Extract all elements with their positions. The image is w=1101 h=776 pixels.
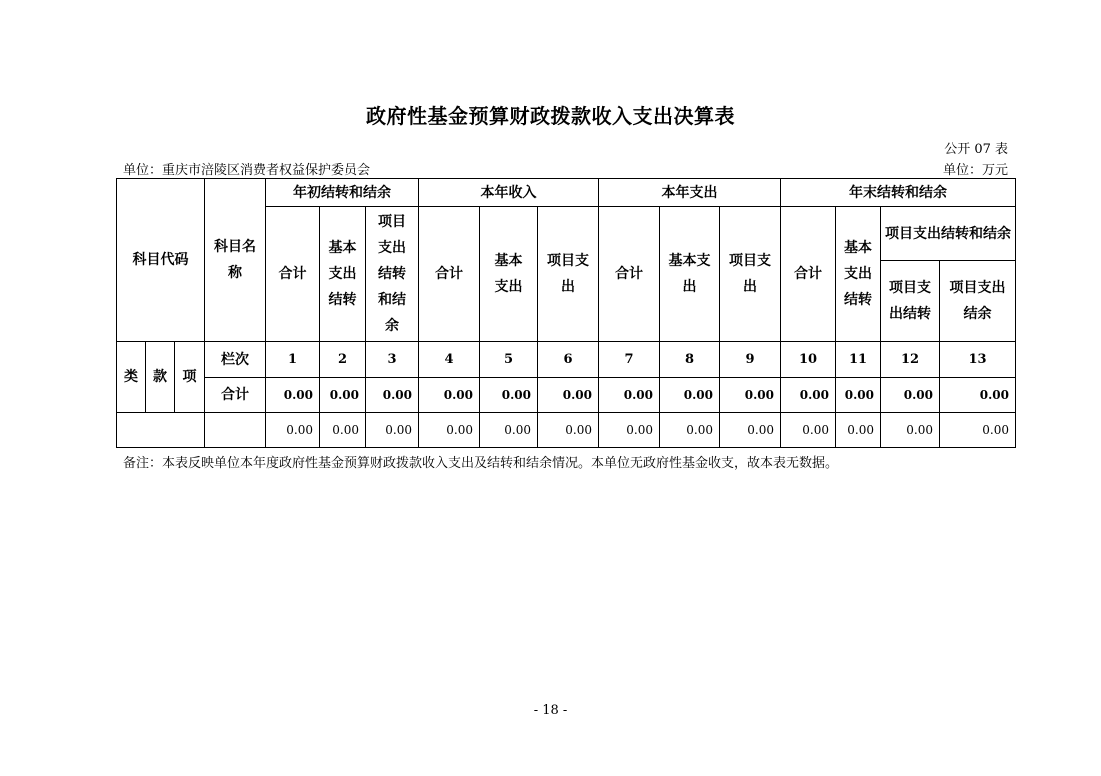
end-project-group-text: 项目支出结转和结余 xyxy=(885,225,1011,242)
page-number: - 18 - xyxy=(533,703,568,718)
income-basic-text: 基本支出 xyxy=(494,253,523,295)
column-index-label: 栏次 xyxy=(205,342,266,378)
column-number: 12 xyxy=(881,342,940,378)
column-number: 8 xyxy=(660,342,720,378)
column-number: 9 xyxy=(720,342,781,378)
expense-project-text: 项目支出 xyxy=(729,253,771,295)
total-cell: 0.00 xyxy=(836,378,881,413)
data-cell: 0.00 xyxy=(940,413,1016,448)
header-begin-total: 合计 xyxy=(266,207,320,342)
column-number: 4 xyxy=(419,342,480,378)
total-cell: 0.00 xyxy=(320,378,366,413)
data-cell: 0.00 xyxy=(366,413,419,448)
header-subject-name xyxy=(205,179,266,342)
column-number: 1 xyxy=(266,342,320,378)
footnote: 备注：本表反映单位本年度政府性基金预算财政拨款收入支出及结转和结余情况。本单位无政府性基金收支，故本表无数据。 xyxy=(123,456,839,471)
header-begin-project xyxy=(366,207,419,342)
header-begin-basic xyxy=(320,207,366,342)
header-lei: 类 xyxy=(117,342,146,413)
data-cell: 0.00 xyxy=(320,413,366,448)
column-index-row xyxy=(117,342,1016,378)
header-income-basic xyxy=(480,207,538,342)
page-title: 政府性基金预算财政拨款收入支出决算表 xyxy=(366,104,735,128)
header-income-total: 合计 xyxy=(419,207,480,342)
total-cell: 0.00 xyxy=(599,378,660,413)
header-row-1 xyxy=(117,179,1016,207)
column-number: 2 xyxy=(320,342,366,378)
header-xiang: 项 xyxy=(175,342,205,413)
form-number: 公开 07 表 xyxy=(944,142,1008,157)
data-row xyxy=(117,413,1016,448)
header-income-project xyxy=(538,207,599,342)
column-number: 10 xyxy=(781,342,836,378)
data-row-code xyxy=(117,413,205,448)
column-number: 13 xyxy=(940,342,1016,378)
end-project-carry-text: 项目支出结转 xyxy=(889,280,931,322)
begin-basic-text: 基本支出结转 xyxy=(328,240,357,308)
header-group-expense: 本年支出 xyxy=(599,179,781,207)
total-row-label: 合计 xyxy=(205,378,266,413)
header-expense-project xyxy=(720,207,781,342)
header-group-end: 年末结转和结余 xyxy=(781,179,1016,207)
header-end-total: 合计 xyxy=(781,207,836,342)
budget-table xyxy=(116,178,1016,448)
header-end-basic xyxy=(836,207,881,342)
total-cell: 0.00 xyxy=(266,378,320,413)
header-kuan: 款 xyxy=(146,342,175,413)
total-cell: 0.00 xyxy=(660,378,720,413)
total-cell: 0.00 xyxy=(480,378,538,413)
reporting-unit: 单位：重庆市涪陵区消费者权益保护委员会 xyxy=(123,163,371,178)
data-cell: 0.00 xyxy=(480,413,538,448)
data-cell: 0.00 xyxy=(781,413,836,448)
column-number: 7 xyxy=(599,342,660,378)
subject-name-text: 科目名称 xyxy=(214,239,256,281)
header-end-project-balance xyxy=(940,261,1016,342)
total-cell: 0.00 xyxy=(940,378,1016,413)
header-end-project-carry xyxy=(881,261,940,342)
total-cell: 0.00 xyxy=(720,378,781,413)
data-cell: 0.00 xyxy=(881,413,940,448)
total-row xyxy=(117,378,1016,413)
total-cell: 0.00 xyxy=(781,378,836,413)
total-cell: 0.00 xyxy=(881,378,940,413)
currency-unit: 单位：万元 xyxy=(942,163,1008,178)
end-project-balance-text: 项目支出结余 xyxy=(949,280,1006,322)
data-cell: 0.00 xyxy=(660,413,720,448)
column-number: 11 xyxy=(836,342,881,378)
total-cell: 0.00 xyxy=(538,378,599,413)
data-cell: 0.00 xyxy=(720,413,781,448)
column-number: 6 xyxy=(538,342,599,378)
data-cell: 0.00 xyxy=(419,413,480,448)
header-group-income: 本年收入 xyxy=(419,179,599,207)
column-number: 3 xyxy=(366,342,419,378)
data-cell: 0.00 xyxy=(538,413,599,448)
header-group-begin: 年初结转和结余 xyxy=(266,179,419,207)
expense-basic-text: 基本支出 xyxy=(668,253,711,295)
begin-project-text: 项目支出结转和结余 xyxy=(378,214,406,334)
total-cell: 0.00 xyxy=(366,378,419,413)
header-expense-total: 合计 xyxy=(599,207,660,342)
header-subject-code: 科目代码 xyxy=(117,179,205,342)
header-expense-basic xyxy=(660,207,720,342)
column-number: 5 xyxy=(480,342,538,378)
total-cell: 0.00 xyxy=(419,378,480,413)
header-end-project-group xyxy=(881,207,1016,261)
data-cell: 0.00 xyxy=(836,413,881,448)
data-row-name xyxy=(205,413,266,448)
data-cell: 0.00 xyxy=(599,413,660,448)
income-project-text: 项目支出 xyxy=(547,253,589,295)
data-cell: 0.00 xyxy=(266,413,320,448)
end-basic-text: 基本支出结转 xyxy=(844,240,872,308)
